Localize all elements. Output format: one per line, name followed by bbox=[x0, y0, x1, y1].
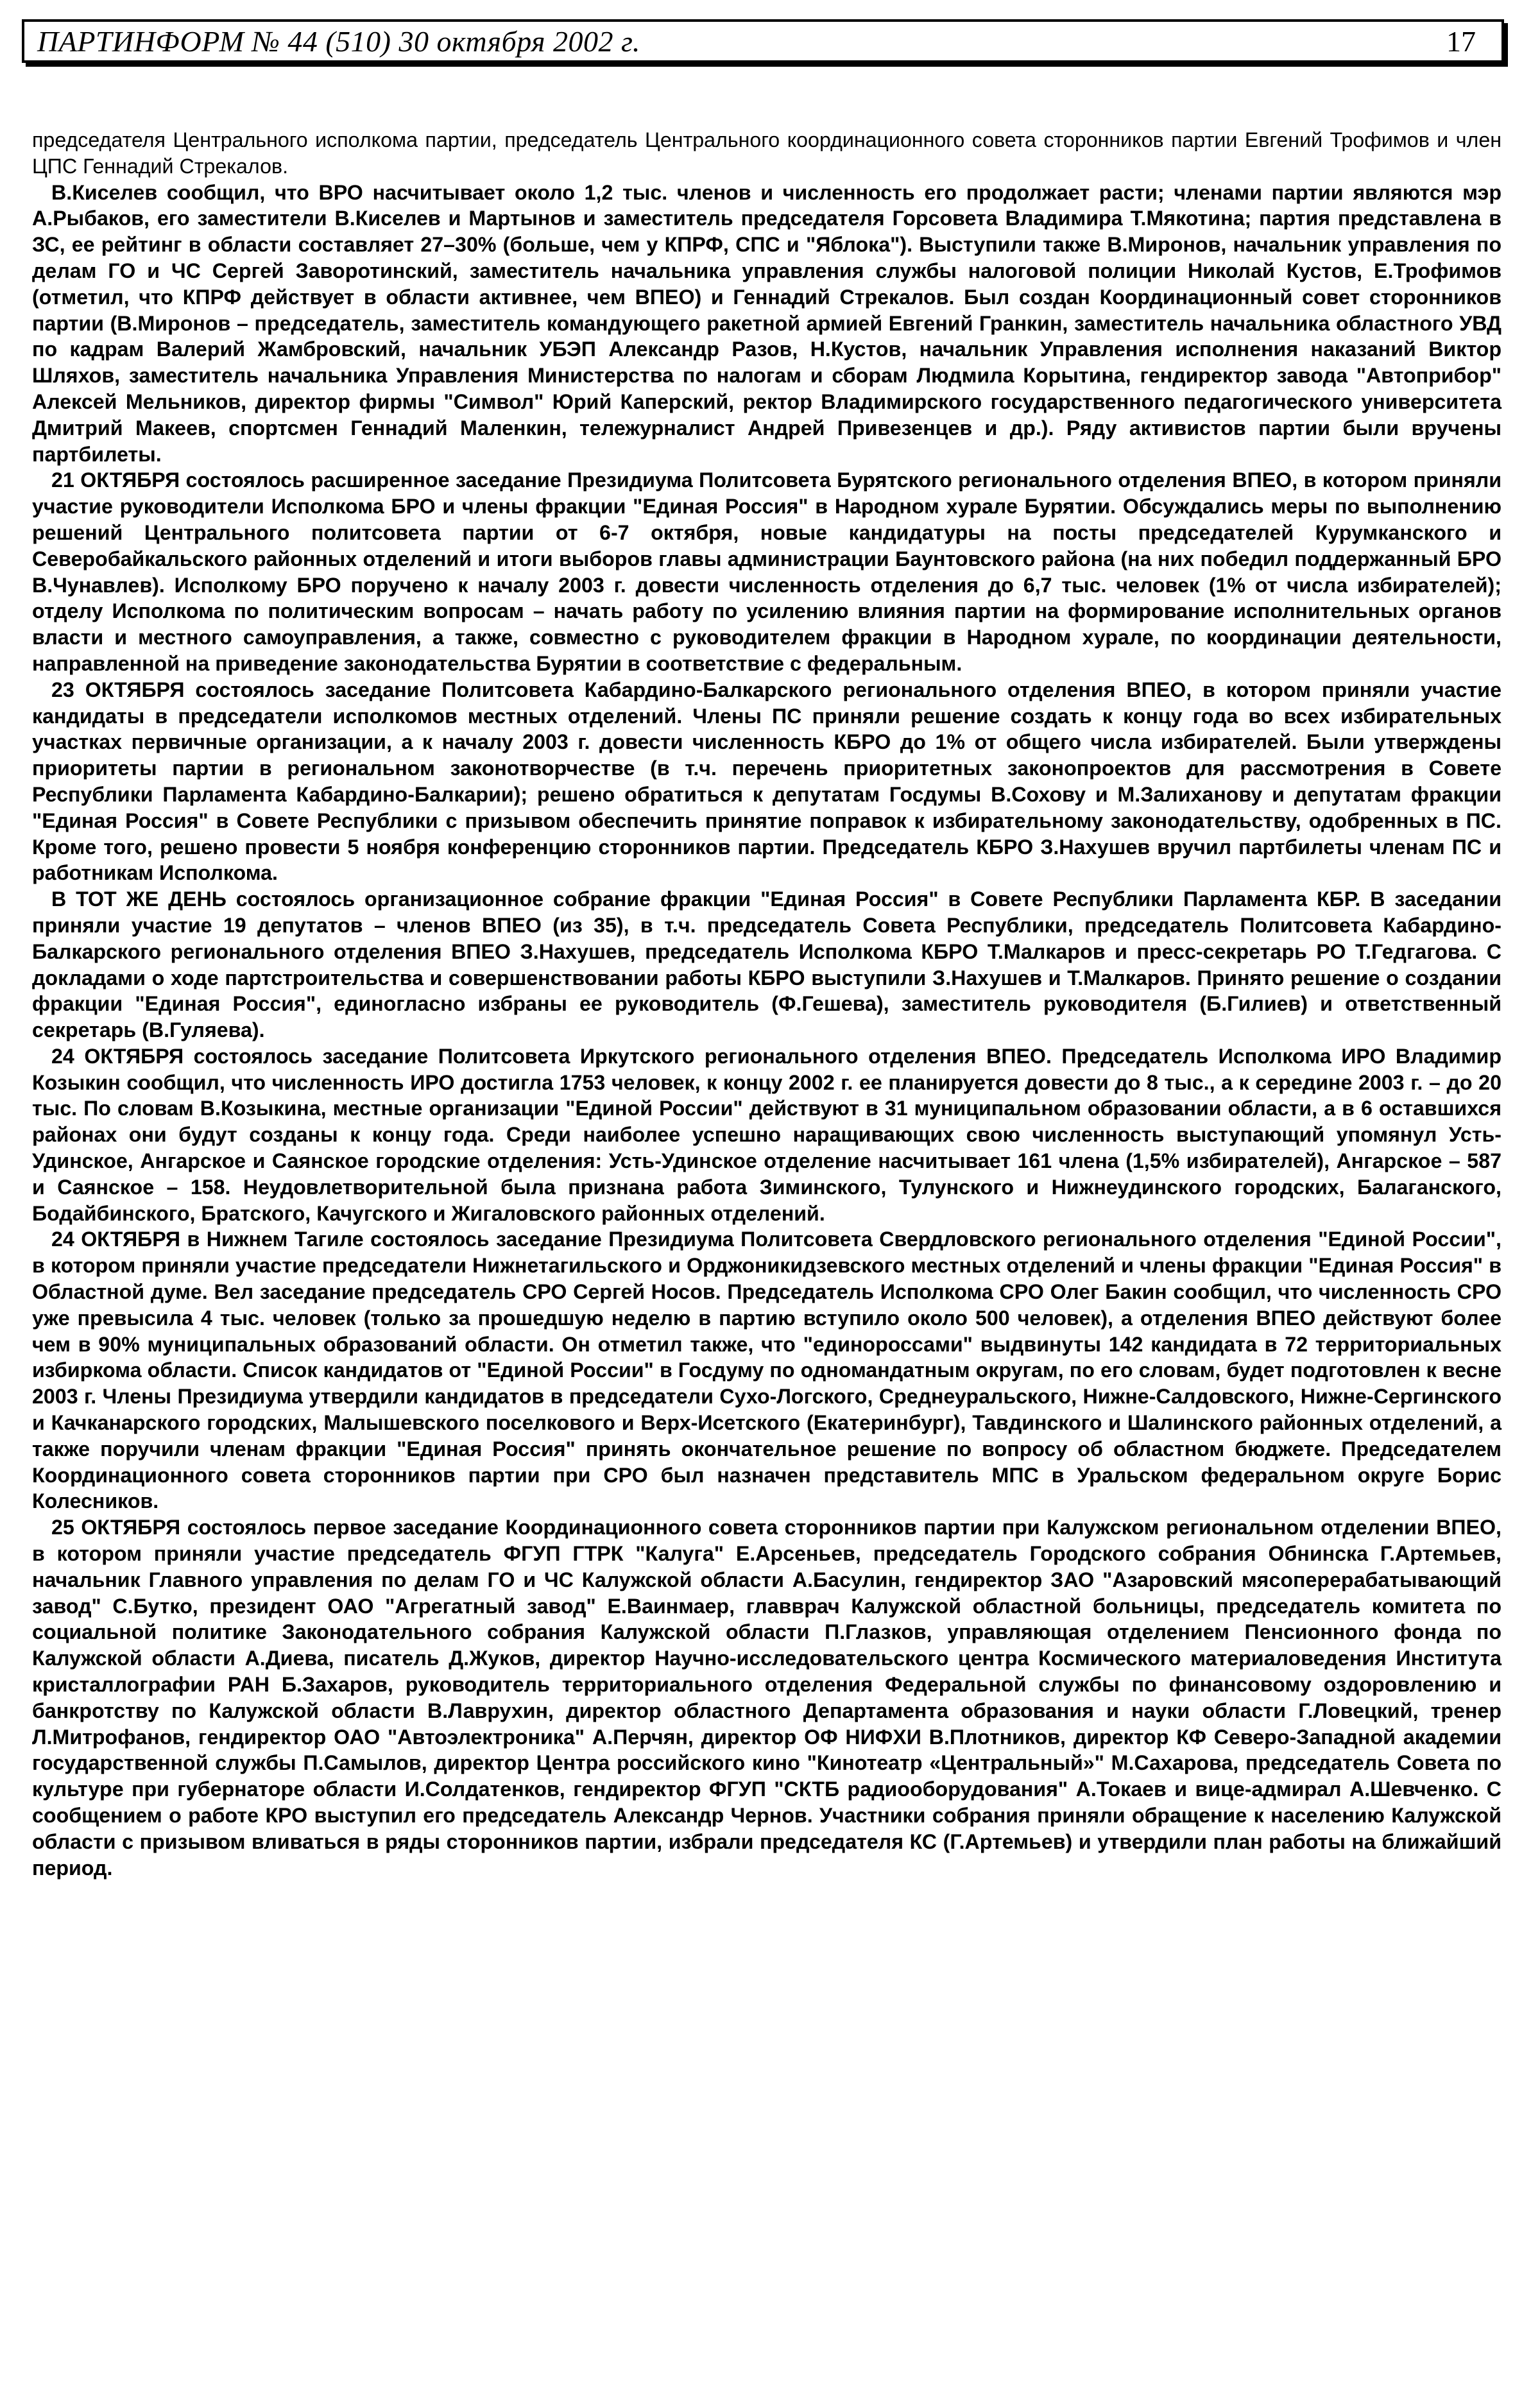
paragraph-kabardino-balkaria bbox=[32, 677, 1502, 886]
paragraph-vladimir bbox=[32, 180, 1502, 468]
paragraph-date: 23 ОКТЯБРЯ bbox=[51, 678, 185, 701]
page-header bbox=[22, 19, 1504, 63]
paragraph-date: 25 ОКТЯБРЯ bbox=[51, 1516, 181, 1539]
paragraph-text: состоялось организационное собрание фракции "Единая Россия" в Совете Республики Парламента КБР. В заседании приняли участие 19 депутатов – членов ВПЕО (из 35), в т.ч. председатель Совета Республики, председатель Политсовета Кабардино-Балкарского регионального отделения ВПЕО З.Нахушев, председатель Исполкома КБРО Т.Малкаров и пресс-секретарь РО Т.Гедгагова. С докладами о ходе партстроительства и совершенствовании работы КБРО выступили З.Нахушев и Т.Малкаров. Принято решение о создании фракции "Единая Россия", единогласно избраны ее руководитель (Ф.Гешева), заместитель руководителя (Б.Гилиев) и ответственный секретарь (В.Гуляева). bbox=[32, 887, 1502, 1042]
paragraph-text: состоялось заседание Политсовета Иркутского регионального отделения ВПЕО. Председатель Исполкома ИРО Владимир Козыкин сообщил, что численность ИРО достигла 1753 человек, к концу 2002 г. ее планируется довести до 8 тыс., а к середине 2003 г. – до 20 тыс. По словам В.Козыкина, местные организации "Единой России" действуют в 31 муниципальном образовании области, а в 6 оставшихся районах они будут созданы к концу года. Среди наиболее успешно наращивающих свою численность выступающий упомянул Усть-Удинское, Ангарское и Саянское городские отделения: Усть-Удинское отделение насчитывает 161 члена (1,5% избирателей), Ангарское – 587 и Саянское – 158. Неудовлетворительной была признана работа Зиминского, Тулунского и Нижнеудинского городских, Балаганского, Бодайбинского, Братского, Качугского и Жигаловского районных отделений. bbox=[32, 1044, 1502, 1225]
intro-paragraph: председателя Центрального исполкома партии, председатель Центрального координационного совета сторонников партии Евгений Трофимов и член ЦПС Геннадий Стрекалов. bbox=[32, 128, 1502, 178]
paragraph-sverdlovsk bbox=[32, 1226, 1502, 1514]
article-body bbox=[32, 127, 1502, 1881]
paragraph-text: состоялось расширенное заседание Президиума Политсовета Бурятского регионального отделения ВПЕО, в котором приняли участие руководители Исполкома БРО и члены фракции "Единая Россия" в Народном хурале Бурятии. Обсуждались меры по выполнению решений Центрального политсовета партии от 6-7 октября, новые кандидатуры на посты председателей Курумканского и Северобайкальского районных отделений и итоги выборов главы администрации Баунтовского района (на них победил поддержанный БРО В.Чунавлев). Исполкому БРО поручено к началу 2003 г. довести численность отделения до 6,7 тыс. человек (1% от числа избирателей); отделу Исполкома по политическим вопросам – начать работу по усилению влияния партии на формирование исполнительных органов власти и местного самоуправления, а также, совместно с руководителем фракции в Народном хурале, по координации деятельности, направленной на приведение законодательства Бурятии в соответствие с федеральным. bbox=[32, 468, 1502, 675]
paragraph-irkutsk bbox=[32, 1043, 1502, 1227]
paragraph-date: 21 ОКТЯБРЯ bbox=[51, 468, 180, 492]
paragraph-text: состоялось заседание Политсовета Кабардино-Балкарского регионального отделения ВПЕО, в котором приняли участие кандидаты в председатели исполкомов местных отделений. Члены ПС приняли решение создать к концу года во всех избирательных участках первичные организации, а к началу 2003 г. довести численность КБРО до 1% от общего числа избирателей. Были утверждены приоритеты партии в региональном законотворчестве (в т.ч. перечень приоритетных законопроектов для рассмотрения в Совете Республики Парламента Кабардино-Балкарии); решено обратиться к депутатам Госдумы В.Сохову и М.Залиханову и депутатам фракции "Единая Россия" в Совете Республики с призывом обеспечить принятие поправок к избирательному законодательству, одобренных в ПС. Кроме того, решено провести 5 ноября конференцию сторонников партии. Председатель КБРО З.Нахушев вручил партбилеты членам ПС и работникам Исполкома. bbox=[32, 678, 1502, 885]
paragraph-text: состоялось первое заседание Координационного совета сторонников партии при Калужском региональном отделении ВПЕО, в котором приняли участие председатель ФГУП ГТРК "Калуга" Е.Арсеньев, председатель Городского собрания Обнинска Г.Артемьев, начальник Главного управления по делам ГО и ЧС Калужской области А.Басулин, гендиректор ЗАО "Азаровский мясоперерабатывающий завод" С.Бутко, президент ОАО "Агрегатный завод" Е.Ваинмаер, главврач Калужской областной больницы, председатель комитета по социальной политике Законодательного собрания Калужской области П.Глазков, управляющая отделением Пенсионного фонда по Калужской области А.Диева, писатель Д.Жуков, директор Научно-исследовательского центра Космического материаловедения Института кристаллографии РАН Б.Захаров, руководитель территориального отделения Федеральной службы по финансовому оздоровлению и банкротству по Калужской области В.Лаврухин, директор областного Департамента образования и науки области Г.Ловецкий, тренер Л.Митрофанов, гендиректор ОАО "Автоэлектроника" А.Перчян, директор ОФ НИФХИ В.Плотников, директор КФ Северо-Западной академии государственной службы П.Самылов, директор Центра российского кино "Кинотеатр «Центральный»" М.Сахарова, председатель Совета по культуре при губернаторе области И.Солдатенков, гендиректор ФГУП "СКТБ радиооборудования" А.Токаев и вице-адмирал А.Шевченко. С сообщением о работе КРО выступил его председатель Александр Чернов. Участники собрания приняли обращение к населению Калужской области с призывом вливаться в ряды сторонников партии, избрали председателя КС (Г.Артемьев) и утвердили план работы на ближайший период. bbox=[32, 1516, 1502, 1880]
paragraph-text: в Нижнем Тагиле состоялось заседание Президиума Политсовета Свердловского регионального отделения "Единой России", в котором приняли участие председатели Нижнетагильского и Орджоникидзевского местных отделений и члены фракции "Единая Россия" в Областной думе. Вел заседание председатель СРО Сергей Носов. Председатель Исполкома СРО Олег Бакин сообщил, что численность СРО уже превысила 4 тыс. человек (только за прошедшую неделю в партию вступило около 500 человек), а отделения ВПЕО действуют более чем в 90% муниципальных образований области. Он отметил также, что "единороссами" выдвинуты 142 кандидата в 72 территориальных избиркома области. Список кандидатов от "Единой России" в Госдуму по одномандатным округам, по его словам, будет подготовлен к весне 2003 г. Члены Президиума утвердили кандидатов в председатели Сухо-Логского, Среднеуральского, Нижне-Салдовского, Нижне-Сергинского и Качканарского городских, Малышевского поселкового и Верх-Исетского (Екатеринбург), Тавдинского и Шалинского районных отделений, а также поручили членам фракции "Единая Россия" принять окончательное решение по вопросу об областном бюджете. Председателем Координационного совета сторонников партии при СРО был назначен представитель МПС в Уральском федеральном округе Борис Колесников. bbox=[32, 1228, 1502, 1513]
publication-title: ПАРТИНФОРМ № 44 (510) 30 октября 2002 г. bbox=[37, 24, 640, 58]
paragraph-text: В.Киселев сообщил, что ВРО насчитывает около 1,2 тыс. членов и численность его продолжает расти; членами партии являются мэр А.Рыбаков, его заместители В.Киселев и Мартынов и заместитель председателя Горсовета Владимира Т.Мякотина; партия представлена в ЗС, ее рейтинг в области составляет 27–30% (больше, чем у КПРФ, СПС и "Яблока"). Выступили также В.Миронов, начальник управления по делам ГО и ЧС Сергей Заворотинский, заместитель начальника управления службы налоговой полиции Николай Кустов, Е.Трофимов (отметил, что КПРФ действует в области активнее, чем ВПЕО) и Геннадий Стрекалов. Был создан Координационный совет сторонников партии (В.Миронов – председатель, заместитель командующего ракетной армией Евгений Гранкин, заместитель начальника областного УВД по кадрам Валерий Жамбровский, начальник УБЭП Александр Разов, Н.Кустов, начальник Управления исполнения наказаний Виктор Шляхов, заместитель начальника Управления Министерства по налогам и сборам Людмила Корытина, гендиректор завода "Автоприбор" Алексей Мельников, директор фирмы "Символ" Юрий Каперский, ректор Владимирского государственного педагогического университета Дмитрий Макеев, спортсмен Геннадий Маленкин, тележурналист Андрей Привезенцев и др.). Ряду активистов партии были вручены партбилеты. bbox=[32, 180, 1502, 466]
paragraph-kaluga bbox=[32, 1514, 1502, 1881]
paragraph-date: 24 ОКТЯБРЯ bbox=[51, 1044, 184, 1068]
paragraph-kbr-faction bbox=[32, 886, 1502, 1043]
page-number: 17 bbox=[1446, 24, 1476, 58]
paragraph-buryatia bbox=[32, 467, 1502, 676]
paragraph-date: 24 ОКТЯБРЯ bbox=[51, 1228, 181, 1251]
paragraph-date: В ТОТ ЖЕ ДЕНЬ bbox=[51, 887, 227, 911]
